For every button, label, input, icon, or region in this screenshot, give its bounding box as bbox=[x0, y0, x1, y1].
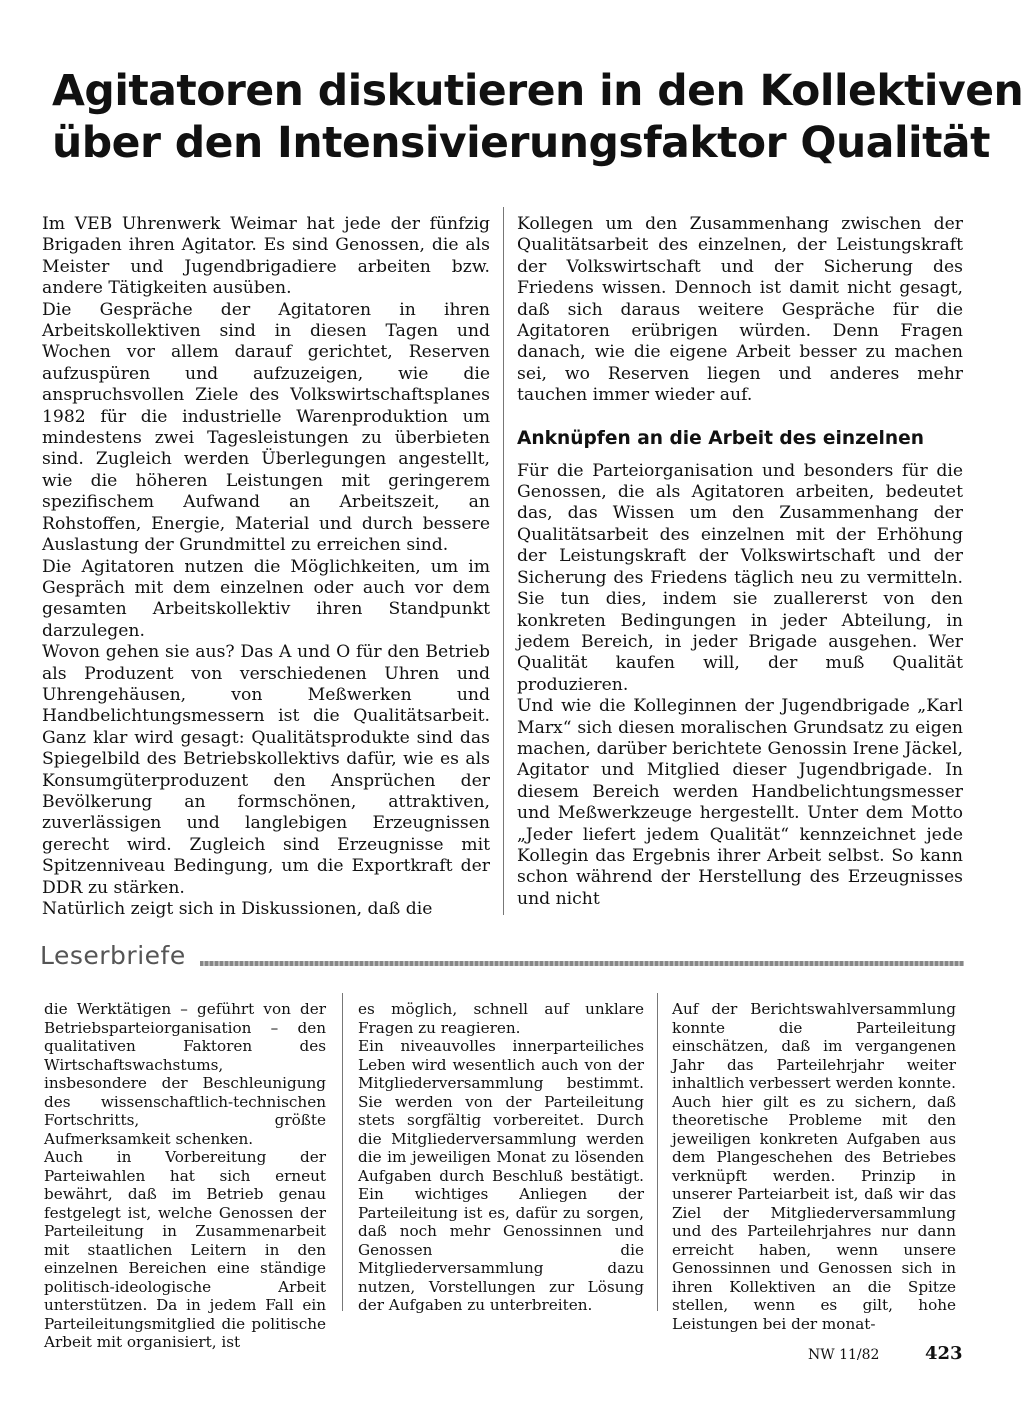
paragraph: Ein niveauvolles innerparteiliches Leben wird wesentlich auch von der Mitgliederversammlung bestimmt. Sie werden von der Parteileitung stets sorgfältig vorbereitet. Durch die Mitgliederversammlung werden die im jeweiligen Monat zu lösenden Aufgaben durch Beschluß bestätigt. Ein wichtiges Anliegen der Parteileitung ist es, dafür zu sorgen, daß noch mehr Genossinnen und Genossen die Mitgliederversammlung dazu nutzen, Vorstellungen zur Lösung der Aufgaben zu unterbreiten. bbox=[358, 1037, 644, 1314]
paragraph: Auf der Berichtswahlversammlung konnte die Parteileitung einschätzen, daß im vergangenen Jahr das Parteilehrjahr weiter inhaltlich verbessert werden konnte. Auch hier gilt es zu sichern, daß theoretische Probleme mit den jeweiligen konkreten Aufgaben aus dem Plangeschehen des Betriebes verknüpft werden. Prinzip in unserer Parteiarbeit ist, daß wir das Ziel der Mitgliederversammlung und des Parteilehrjahres nur dann erreicht haben, wenn unsere Genossinnen und Genossen sich in ihren Kollektiven an die Spitze stellen, wenn es gilt, hohe Leistungen bei der monat- bbox=[672, 1000, 956, 1333]
article-column-2 bbox=[517, 214, 963, 910]
column-divider bbox=[657, 993, 658, 1311]
paragraph: Die Agitatoren nutzen die Möglichkeiten, um im Gespräch mit dem einzelnen oder auch vor dem gesamten Arbeitskollektiv ihren Standpunkt darzulegen. bbox=[42, 556, 490, 641]
article-column-1 bbox=[42, 214, 490, 920]
paragraph: Natürlich zeigt sich in Diskussionen, daß die bbox=[42, 899, 433, 919]
paragraph: Wovon gehen sie aus? Das A und O für den Betrieb als Produzent von verschiedenen Uhren und Uhrengehäusen, von Meßwerken und Handbelichtungsmessern ist die Qualitätsarbeit. Ganz klar wird gesagt: Qualitätsprodukte sind das Spiegelbild des Betriebskollektivs dafür, wie es als Konsumgüterproduzent den Ansprüchen der Bevölkerung an formschönen, attraktiven, zuverlässigen und langlebigen Erzeugnissen gerecht wird. Zugleich sind Erzeugnisse mit Spitzenniveau Bedingung, um die Exportkraft der DDR zu stärken. bbox=[42, 642, 490, 898]
paragraph: Die Gespräche der Agitatoren in ihren Arbeitskollektiven sind in diesen Tagen und Wochen vor allem darauf gerichtet, Reserven aufzuspüren und aufzuzeigen, wie die anspruchsvollen Ziele des Volkswirtschaftsplanes 1982 für die industrielle Warenproduktion um mindestens zwei Tagesleistungen zu überbieten sind. Zugleich werden Überlegungen angestellt, wie die höheren Leistungen mit geringerem spezifischem Aufwand an Arbeitszeit, an Rohstoffen, Energie, Material und durch bessere Auslastung der Grundmittel zu erreichen sind. bbox=[42, 299, 490, 556]
page-number: 423 bbox=[925, 1343, 963, 1364]
paragraph: Und wie die Kolleginnen der Jugendbrigade „Karl Marx“ sich diesen moralischen Grundsatz zu eigen machen, darüber berichtete Genossin Irene Jäckel, Agitator und Mitglied dieser Jugendbrigade. In diesem Bereich werden Handbelichtungsmesser und Meßwerkzeuge hergestellt. Unter dem Motto „Jeder liefert jedem Qualität“ kennzeichnet jede Kollegin das Ergebnis ihrer Arbeit selbst. So kann schon während der Herstellung des Erzeugnisses und nicht bbox=[517, 696, 963, 909]
section-rule bbox=[200, 961, 964, 966]
issue-number: NW 11/82 bbox=[808, 1347, 880, 1363]
letters-column-2 bbox=[358, 1000, 644, 1315]
letters-column-3 bbox=[672, 1000, 956, 1333]
paragraph: Im VEB Uhrenwerk Weimar hat jede der fünfzig Brigaden ihren Agitator. Es sind Genossen, die als Meister und Jugendbrigadiere arbeiten bzw. andere Tätigkeiten ausüben. bbox=[42, 214, 490, 299]
column-divider bbox=[342, 993, 343, 1311]
paragraph: Für die Parteiorganisation und besonders für die Genossen, die als Agitatoren arbeiten, bedeutet das, das Wissen um den Zusammenhang der Qualitätsarbeit des einzelnen mit der Erhöhung der Leistungskraft der Volkswirtschaft und der Sicherung des Friedens täglich neu zu vermitteln. Sie tun dies, indem sie zuallererst von den konkreten Bedingungen in jeder Abteilung, in jedem Bereich, in jeder Brigade ausgehen. Wer Qualität kaufen will, der muß Qualität produzieren. bbox=[517, 460, 963, 695]
title-line-1: Agitatoren diskutieren in den Kollektiven bbox=[52, 67, 1024, 116]
paragraph: die Werktätigen – geführt von der Betriebsparteiorganisation – den qualitativen Faktoren des Wirtschaftswachstums, insbesondere der Beschleunigung des wissenschaftlich-technischen Fortschritts, größte Aufmerksamkeit schenken. bbox=[44, 1000, 326, 1148]
paragraph: Kollegen um den Zusammenhang zwischen der Qualitätsarbeit des einzelnen, der Leistungskraft der Volkswirtschaft und der Sicherung des Friedens wissen. Dennoch ist damit nicht gesagt, daß sich daraus weitere Gespräche für die Agitatoren erübrigen würden. Denn Fragen danach, wie die eigene Arbeit besser zu machen sei, wo Reserven liegen und anderes mehr tauchen immer wieder auf. bbox=[517, 214, 963, 406]
section-label-leserbriefe: Leserbriefe bbox=[40, 941, 186, 970]
section-subheading: Anknüpfen an die Arbeit des einzelnen bbox=[517, 427, 925, 449]
title-line-2: über den Intensivierungsfaktor Qualität bbox=[52, 119, 990, 168]
paragraph: es möglich, schnell auf unklare Fragen zu reagieren. bbox=[358, 1000, 644, 1037]
paragraph: Auch in Vorbereitung der Parteiwahlen hat sich erneut bewährt, daß im Betrieb genau festgelegt ist, welche Genossen der Parteileitung in Zusammenarbeit mit staatlichen Leitern in den einzelnen Bereichen eine ständige politisch-ideologische Arbeit unterstützen. Da in jedem Fall ein Parteileitungsmitglied die politische Arbeit mit organisiert, ist bbox=[44, 1148, 326, 1351]
article-title bbox=[52, 66, 1024, 170]
letters-column-1 bbox=[44, 1000, 326, 1352]
column-divider bbox=[503, 207, 504, 915]
